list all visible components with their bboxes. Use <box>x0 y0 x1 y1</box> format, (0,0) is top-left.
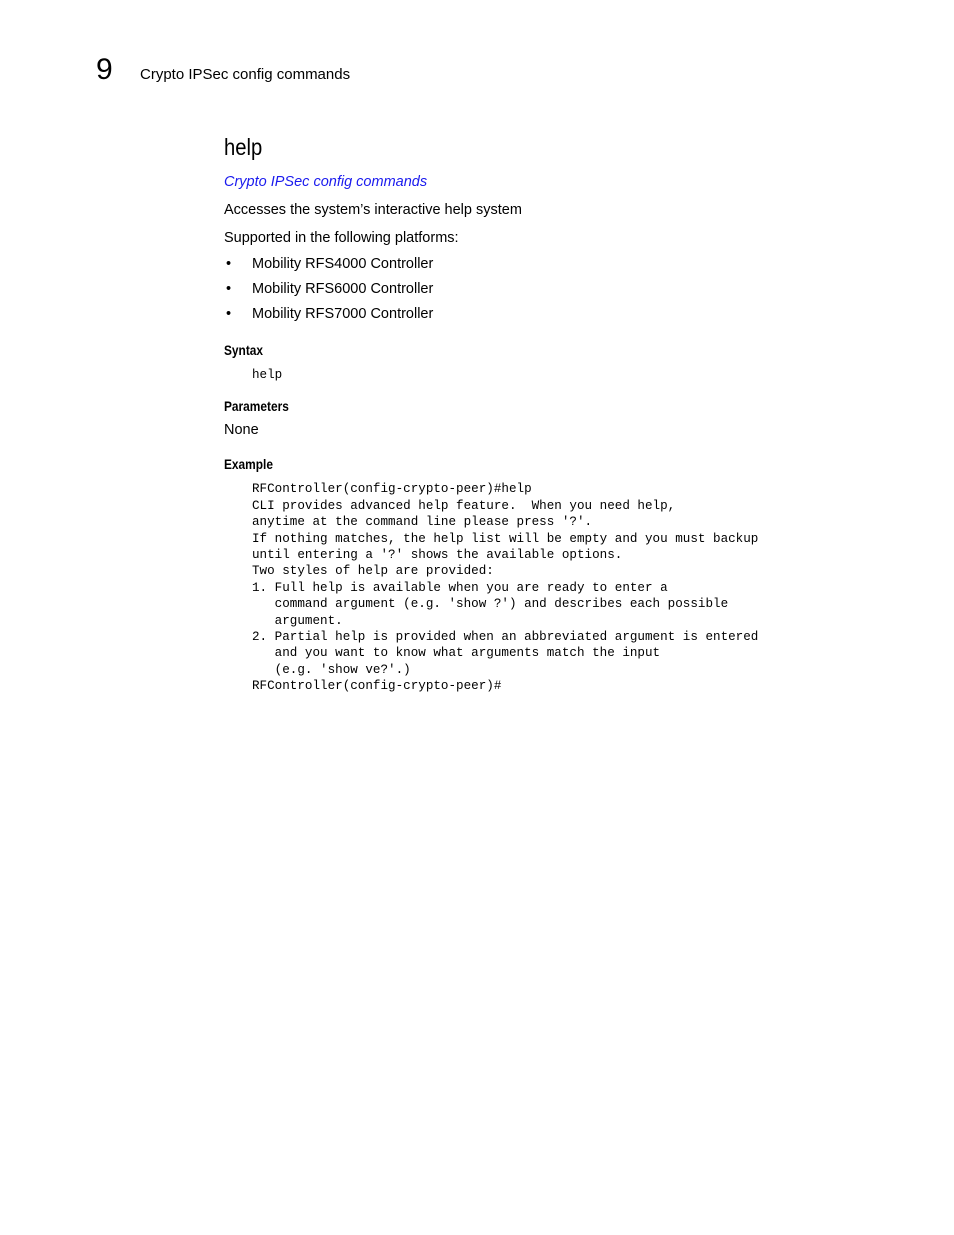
syntax-code: help <box>252 368 283 382</box>
bullet-icon: • <box>226 281 232 297</box>
parameters-text: None <box>224 422 259 439</box>
chapter-title: Crypto IPSec config commands <box>140 66 351 83</box>
bullet-icon: • <box>226 256 232 272</box>
platform-name: Mobility RFS6000 Controller <box>252 281 434 297</box>
section-title: help <box>224 134 263 160</box>
list-item <box>224 255 864 273</box>
chapter-number: 9 <box>96 53 113 86</box>
example-code: RFController(config-crypto-peer)#help CLI provides advanced help feature. When you need help, anytime at the command line please press '?'. If nothing matches, the help list will be empty and you must backup until entering a '?' shows the available options. Two styles of help are provided: 1. Full help is available when you are ready to enter a command argument (e.g. 'show ?') and describes each possible argument. 2. Partial help is provided when an abbreviated argument is entered and you want to know what arguments match the input (e.g. 'show ve?'.) RFController(config-crypto-peer)# <box>252 482 759 694</box>
list-item <box>224 305 864 323</box>
parameters-heading: Parameters <box>224 398 289 415</box>
help-section <box>224 130 864 695</box>
syntax-heading: Syntax <box>224 342 264 358</box>
platform-list <box>224 255 864 323</box>
list-item <box>224 280 864 298</box>
description: Accesses the system’s interactive help system <box>224 202 522 218</box>
platforms-intro: Supported in the following platforms: <box>224 230 459 246</box>
bullet-icon: • <box>226 306 232 322</box>
example-heading: Example <box>224 456 273 473</box>
platform-name: Mobility RFS4000 Controller <box>252 256 434 272</box>
cross-reference-link[interactable]: Crypto IPSec config commands <box>224 174 428 190</box>
platform-name: Mobility RFS7000 Controller <box>252 306 434 322</box>
